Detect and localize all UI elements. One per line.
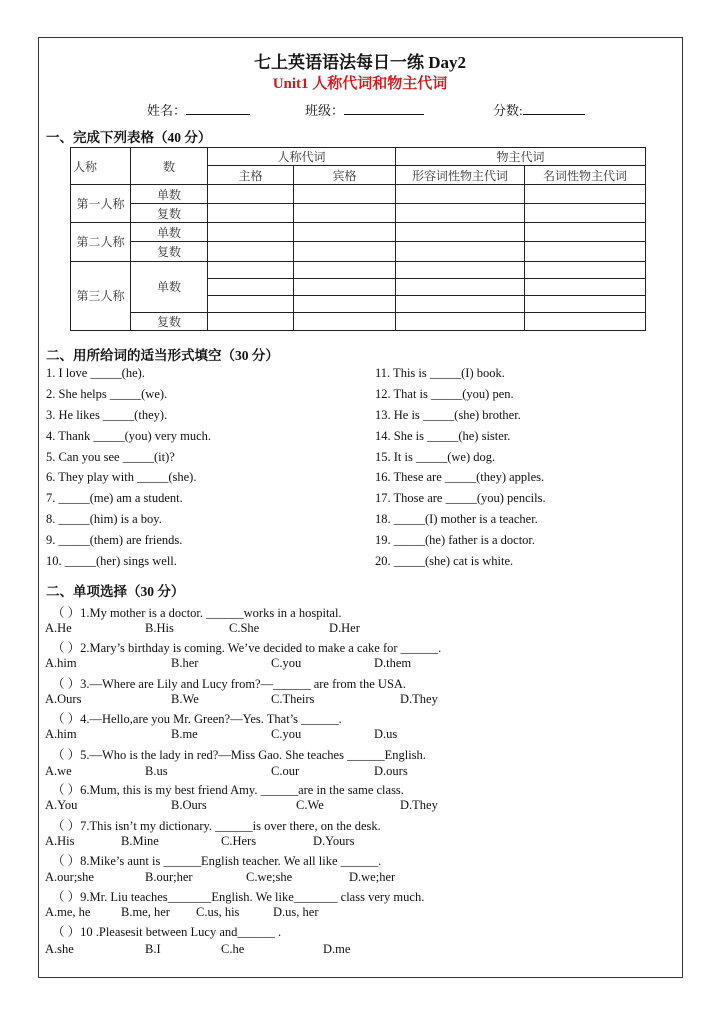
mc-option[interactable]: D.They <box>400 692 438 706</box>
mc-option[interactable]: D.me <box>323 942 351 956</box>
second-singular-label: 单数 <box>131 223 208 242</box>
mc-option[interactable]: B.our;her <box>145 870 193 884</box>
mc-option[interactable]: D.Yours <box>313 834 355 848</box>
answer-cell[interactable] <box>294 223 396 242</box>
mc-option[interactable]: A.him <box>45 656 77 670</box>
header-object-case: 宾格 <box>294 166 396 185</box>
mc-option[interactable]: A.You <box>45 798 78 812</box>
mc-option[interactable]: C.us, his <box>196 905 240 919</box>
row-second-person: 第二人称 <box>71 223 131 261</box>
answer-cell[interactable] <box>525 261 646 278</box>
fill-item: 20. _____(she) cat is white. <box>375 554 514 568</box>
mc-option[interactable]: B.her <box>171 656 199 670</box>
mc-option[interactable]: D.Her <box>329 621 360 635</box>
mc-question: （ ）4.—Hello,are you Mr. Green?—Yes. That’s ______. <box>52 712 342 726</box>
mc-option[interactable]: B.We <box>171 692 199 706</box>
fill-item: 15. It is _____(we) dog. <box>375 450 496 464</box>
answer-cell[interactable] <box>208 185 294 204</box>
class-field[interactable] <box>305 100 424 119</box>
header-number: 数 <box>131 148 208 185</box>
mc-option[interactable]: A.we <box>45 764 72 778</box>
third-singular-label: 单数 <box>131 261 208 312</box>
answer-cell[interactable] <box>396 185 525 204</box>
mc-option[interactable]: B.us <box>145 764 168 778</box>
answer-cell[interactable] <box>294 185 396 204</box>
fill-item: 13. He is _____(she) brother. <box>375 408 521 422</box>
fill-item: 6. They play with _____(she). <box>46 470 197 484</box>
mc-question: （ ）8.Mike’s aunt is ______English teacher. We all like ______. <box>52 854 382 868</box>
mc-option[interactable]: B.His <box>145 621 174 635</box>
first-plural-label: 复数 <box>131 204 208 223</box>
class-label: 班级： <box>305 103 345 118</box>
fill-item: 7. _____(me) am a student. <box>46 491 183 505</box>
worksheet-title: 七上英语语法每日一练 Day2 <box>253 53 467 72</box>
mc-option[interactable]: B.Mine <box>121 834 159 848</box>
answer-cell[interactable] <box>294 261 396 278</box>
header-personal-pronoun: 人称代词 <box>208 148 396 166</box>
fill-item: 8. _____(him) is a boy. <box>46 512 162 526</box>
header-noun-possessive: 名词性物主代词 <box>525 166 646 185</box>
mc-option[interactable]: A.she <box>45 942 74 956</box>
mc-option[interactable]: B.Ours <box>171 798 207 812</box>
answer-cell[interactable] <box>525 278 646 295</box>
fill-item: 17. Those are _____(you) pencils. <box>375 491 546 505</box>
mc-option[interactable]: A.Ours <box>45 692 82 706</box>
fill-item: 2. She helps _____(we). <box>46 387 168 401</box>
mc-question: （ ）7.This isn’t my dictionary. ______is over there, on the desk. <box>52 819 381 833</box>
fill-item: 1. I love _____(he). <box>46 366 145 380</box>
second-plural-label: 复数 <box>131 242 208 261</box>
name-field[interactable] <box>147 100 250 119</box>
mc-option[interactable]: D.us, her <box>273 905 319 919</box>
mc-option[interactable]: B.I <box>145 942 161 956</box>
mc-option[interactable]: D.They <box>400 798 438 812</box>
mc-option[interactable]: D.them <box>374 656 412 670</box>
answer-cell[interactable] <box>294 312 396 330</box>
answer-cell[interactable] <box>396 204 525 223</box>
mc-option[interactable]: D.us <box>374 727 398 741</box>
score-label: 分数: <box>493 103 523 118</box>
answer-cell[interactable] <box>525 312 646 330</box>
section-3-heading: 二、单项选择（30 分） <box>46 584 185 599</box>
name-label: 姓名： <box>147 103 187 118</box>
section-1-heading: 一、完成下列表格（40 分） <box>46 130 212 145</box>
mc-option[interactable]: B.me, her <box>121 905 170 919</box>
first-singular-label: 单数 <box>131 185 208 204</box>
mc-option[interactable]: D.ours <box>374 764 408 778</box>
answer-cell[interactable] <box>208 278 294 295</box>
class-blank[interactable] <box>344 101 424 115</box>
mc-option[interactable]: B.me <box>171 727 198 741</box>
mc-option[interactable]: A.our;she <box>45 870 94 884</box>
mc-option[interactable]: C.he <box>221 942 245 956</box>
mc-question: （ ）6.Mum, this is my best friend Amy. ______are in the same class. <box>52 783 404 797</box>
row-first-person: 第一人称 <box>71 185 131 223</box>
mc-option[interactable]: C.She <box>229 621 260 635</box>
fill-item: 16. These are _____(they) apples. <box>375 470 545 484</box>
answer-cell[interactable] <box>208 204 294 223</box>
mc-option[interactable]: A.me, he <box>45 905 91 919</box>
fill-item: 9. _____(them) are friends. <box>46 533 183 547</box>
mc-option[interactable]: C.Hers <box>221 834 257 848</box>
mc-question: （ ）1.My mother is a doctor. ______works in a hospital. <box>52 606 342 620</box>
score-field[interactable] <box>493 100 585 119</box>
answer-cell[interactable] <box>396 261 525 278</box>
third-plural-label: 复数 <box>131 312 208 330</box>
fill-item: 10. _____(her) sings well. <box>46 554 177 568</box>
answer-cell[interactable] <box>396 223 525 242</box>
fill-item: 5. Can you see _____(it)? <box>46 450 175 464</box>
mc-option[interactable]: C.we;she <box>246 870 293 884</box>
answer-cell[interactable] <box>396 278 525 295</box>
mc-question: （ ）9.Mr. Liu teaches_______English. We like_______ class very much. <box>52 890 425 904</box>
header-adjective-possessive: 形容词性物主代词 <box>396 166 525 185</box>
answer-cell[interactable] <box>208 261 294 278</box>
mc-question: （ ）3.—Where are Lily and Lucy from?—______ are from the USA. <box>52 677 407 691</box>
answer-cell[interactable] <box>525 242 646 261</box>
header-possessive-pronoun: 物主代词 <box>396 148 646 166</box>
mc-option[interactable]: C.you <box>271 656 302 670</box>
header-subject-case: 主格 <box>208 166 294 185</box>
answer-cell[interactable] <box>396 312 525 330</box>
mc-option[interactable]: A.His <box>45 834 75 848</box>
mc-option[interactable]: D.we;her <box>349 870 396 884</box>
mc-option[interactable]: C.you <box>271 727 302 741</box>
answer-cell[interactable] <box>294 204 396 223</box>
answer-cell[interactable] <box>208 312 294 330</box>
mc-option[interactable]: A.him <box>45 727 77 741</box>
mc-question: （ ）2.Mary’s birthday is coming. We’ve decided to make a cake for ______. <box>52 641 442 655</box>
answer-cell[interactable] <box>525 204 646 223</box>
pronoun-table <box>70 147 646 331</box>
mc-question: （ ）5.—Who is the lady in red?—Miss Gao. She teaches ______English. <box>52 748 426 762</box>
fill-item: 18. _____(I) mother is a teacher. <box>375 512 538 526</box>
fill-item: 14. She is _____(he) sister. <box>375 429 511 443</box>
answer-cell[interactable] <box>525 223 646 242</box>
header-person: 人称 <box>71 148 131 185</box>
score-blank[interactable] <box>523 101 585 115</box>
fill-item: 19. _____(he) father is a doctor. <box>375 533 536 547</box>
answer-cell[interactable] <box>208 242 294 261</box>
section-2-heading: 二、用所给词的适当形式填空（30 分） <box>46 348 279 363</box>
fill-item: 4. Thank _____(you) very much. <box>46 429 212 443</box>
fill-item: 11. This is _____(I) book. <box>375 366 505 380</box>
name-blank[interactable] <box>186 101 250 115</box>
answer-cell[interactable] <box>525 185 646 204</box>
mc-option[interactable]: A.He <box>45 621 72 635</box>
mc-question: （ ）10 .Pleasesit between Lucy and______ . <box>52 925 282 939</box>
answer-cell[interactable] <box>208 223 294 242</box>
answer-cell[interactable] <box>208 295 294 312</box>
answer-cell[interactable] <box>525 295 646 312</box>
answer-cell[interactable] <box>294 242 396 261</box>
mc-option[interactable]: C.Theirs <box>271 692 315 706</box>
worksheet-subtitle: Unit1 人称代词和物主代词 <box>272 76 448 92</box>
mc-option[interactable]: C.our <box>271 764 300 778</box>
answer-cell[interactable] <box>396 295 525 312</box>
answer-cell[interactable] <box>396 242 525 261</box>
mc-option[interactable]: C.We <box>296 798 324 812</box>
answer-cell[interactable] <box>294 278 396 295</box>
fill-item: 3. He likes _____(they). <box>46 408 168 422</box>
answer-cell[interactable] <box>294 295 396 312</box>
fill-item: 12. That is _____(you) pen. <box>375 387 514 401</box>
row-third-person: 第三人称 <box>71 261 131 330</box>
